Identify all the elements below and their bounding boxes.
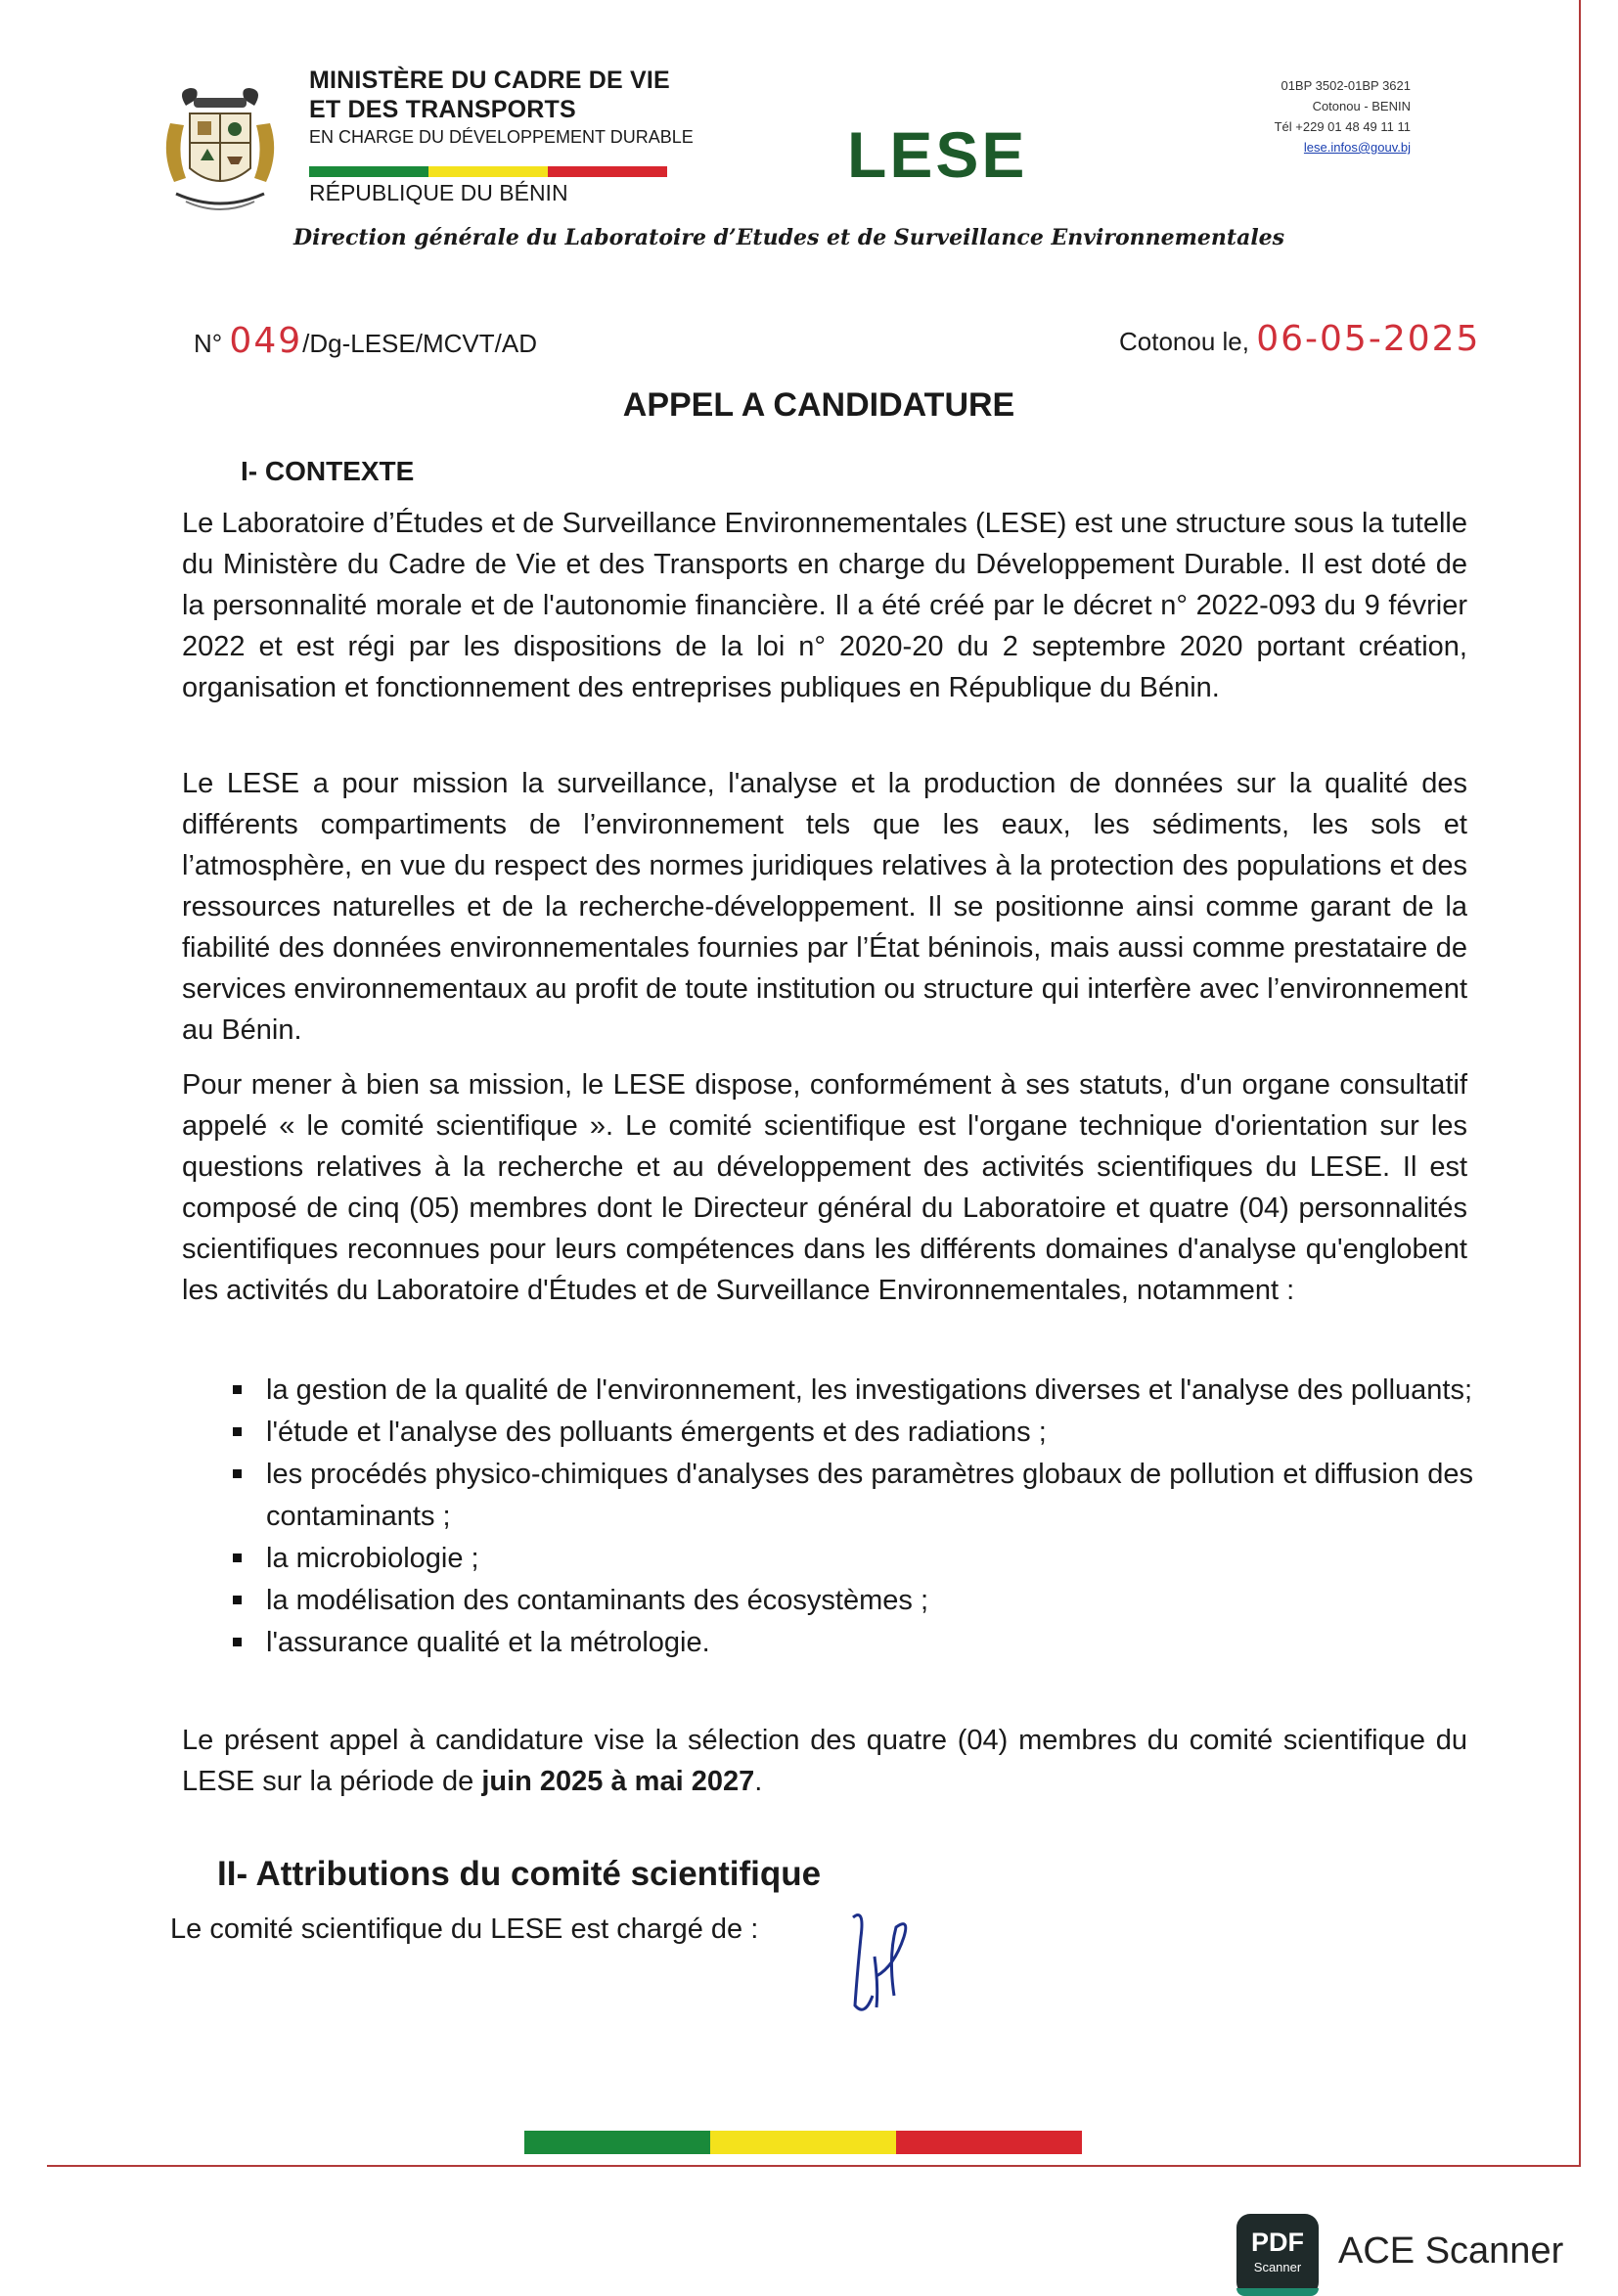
list-item: l'étude et l'analyse des polluants émergents et des radiations ; [227,1412,1473,1454]
benin-flag-bar [309,164,667,175]
direction-subtitle: Direction générale du Laboratoire d’Etudes et de Surveillance Environnementales [293,225,1285,250]
paragraph-context-1: Le Laboratoire d’Études et de Surveillance Environnementales (LESE) est une structure sous la tutelle du Ministère du Cadre de Vie et des Transports en charge du Développement Durable. Il est doté de la personnalité morale et de l'autonomie financière. Il a été créé par le décret n° 2022-093 du 9 février 2022 et est régi par les dispositions de la loi n° 2020-20 du 2 septembre 2020 portant création, organisation et fonctionnement des entreprises publiques en République du Bénin. [182,508,1467,703]
selection-period: juin 2025 à mai 2027 [481,1766,755,1797]
selection-text: Le présent appel à candidature vise la sélection des quatre (04) membres du comité scientifique du LESE sur la période de [182,1725,1467,1797]
ministry-name-line2: ET DES TRANSPORTS [309,96,576,123]
initials-signature-icon [835,1898,943,2025]
list-item: l'assurance qualité et la métrologie. [227,1622,1473,1664]
pdf-scanner-icon [1236,2214,1319,2296]
list-item: les procédés physico-chimiques d'analyses des paramètres globaux de pollution et diffusion des contaminants ; [227,1454,1473,1538]
reference-prefix: N° [194,329,223,358]
list-item: la microbiologie ; [227,1538,1473,1580]
list-item: la gestion de la qualité de l'environnement, les investigations diverses et l'analyse des polluants; [227,1370,1473,1412]
address-line: 01BP 3502-01BP 3621 [1281,78,1411,93]
address-email-link[interactable]: lese.infos@gouv.bj [1303,140,1411,155]
lese-logo: LESE [847,118,1028,191]
benin-coat-of-arms-icon [157,84,284,221]
badge-scanner-label: Scanner [1253,2260,1302,2274]
paragraph-context-2: Le LESE a pour mission la surveillance, l'analyse et la production de données sur la qualité des différents compartiments de l’environnement tels que les eaux, les sédiments, les sols et l’atmosphère, en vue du respect des normes juridiques relatives à la protection des populations et des ressources naturelles et de la recherche-développement. Il se positionne ainsi comme garant de la fiabilité des données environnementales fournies par l’État béninois, mais aussi comme prestataire de services environnementaux au profit de toute institution ou structure qui interfère avec l’environnement au Bénin. [182,768,1467,1046]
republic-label: RÉPUBLIQUE DU BÉNIN [309,180,568,205]
reference-suffix: /Dg-LESE/MCVT/AD [302,329,537,358]
reference-number [194,321,537,361]
section-heading-context: I- CONTEXTE [241,456,415,486]
section-heading-attributions: II- Attributions du comité scientifique [217,1855,822,1893]
badge-pdf-label: PDF [1251,2228,1304,2257]
date-handwritten-value: 06-05-2025 [1256,319,1481,359]
address-phone: Tél +229 01 48 49 11 11 [1274,119,1411,134]
date-label: Cotonou le, [1119,327,1249,356]
attributions-intro: Le comité scientifique du LESE est chargé de : [170,1913,759,1945]
page-bottom-line [47,2165,1581,2167]
address-city: Cotonou - BENIN [1312,99,1411,113]
domains-list [227,1370,1473,1664]
scanner-app-name: ACE Scanner [1338,2230,1564,2272]
reference-handwritten-number: 049 [229,321,303,361]
footer-flag-bar [524,2131,1082,2154]
ministry-name-line3: EN CHARGE DU DÉVELOPPEMENT DURABLE [309,127,694,147]
document-date [1119,319,1480,359]
list-item: la modélisation des contaminants des écosystèmes ; [227,1580,1473,1622]
document-title: APPEL A CANDIDATURE [622,386,1015,424]
paragraph-context-3: Pour mener à bien sa mission, le LESE dispose, conformément à ses statuts, d'un organe consultatif appelé « le comité scientifique ». Le comité scientifique est l'organe technique d'orientation sur les questions relatives à la recherche et au développement des activités scientifiques du LESE. Il est composé de cinq (05) membres dont le Directeur général du Laboratoire et quatre (04) personnalités scientifiques reconnues pour leurs compétences dans les différents domaines d'analyse qu'englobent les activités du Laboratoire d'Études et de Surveillance Environnementales, notamment : [182,1069,1467,1306]
paragraph-selection-period [182,1720,1467,1802]
ministry-name-line1: MINISTÈRE DU CADRE DE VIE [309,67,670,94]
page-edge-line [1579,0,1581,2167]
selection-end: . [754,1766,763,1797]
